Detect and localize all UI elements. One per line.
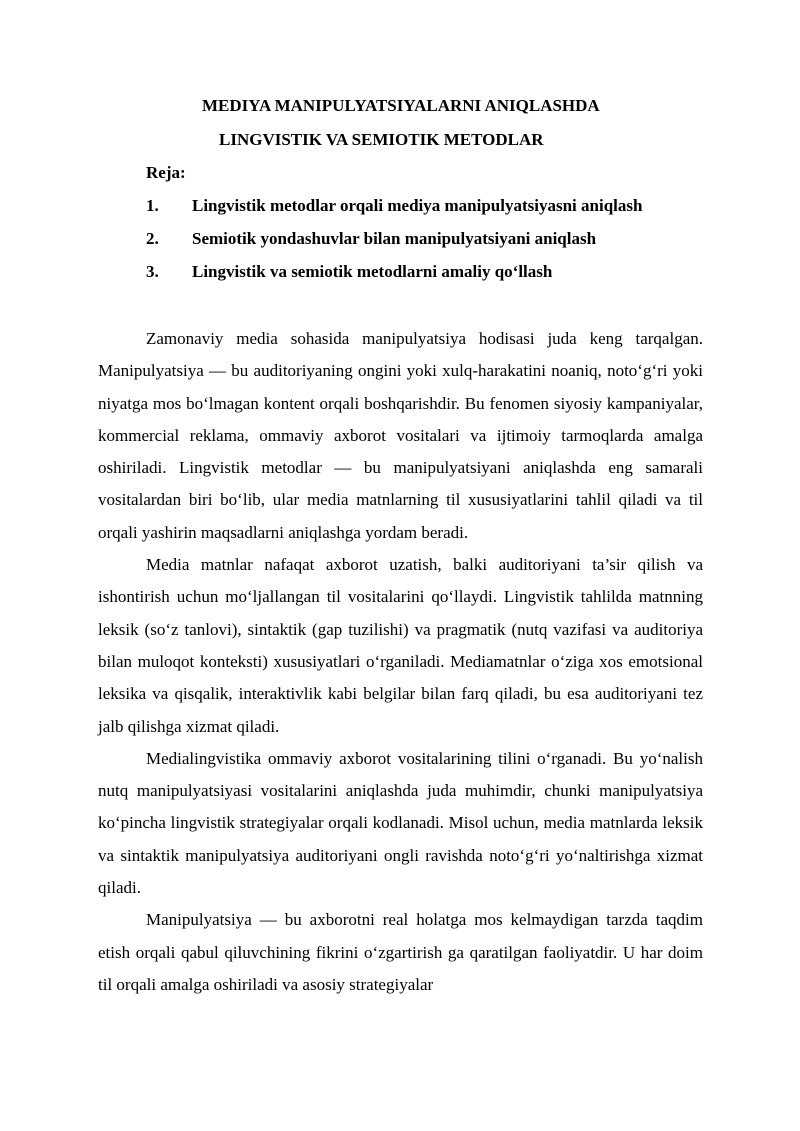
plan-item bbox=[146, 262, 552, 282]
plan-item-number: 1. bbox=[146, 196, 159, 215]
plan-item-text: Lingvistik va semiotik metodlarni amaliy qo‘llash bbox=[192, 262, 553, 281]
plan-heading: Reja: bbox=[146, 163, 186, 182]
document-title-line-2: LINGVISTIK VA SEMIOTIK METODLAR bbox=[219, 130, 544, 149]
plan-item-text: Semiotik yondashuvlar bilan manipulyatsiyani aniqlash bbox=[192, 229, 597, 248]
body-paragraph: Manipulyatsiya — bu axborotni real holatga mos kelmaydigan tarzda taqdim etish orqali qabul qiluvchining fikrini o‘zgartirish ga qaratilgan faoliyatdir. U har doim til orqali amalga oshiriladi va asosiy strategiyalar bbox=[98, 910, 703, 994]
plan-item-number: 3. bbox=[146, 262, 159, 281]
body-paragraph: Zamonaviy media sohasida manipulyatsiya hodisasi juda keng tarqalgan. Manipulyatsiya — bu auditoriyaning ongini yoki xulq-harakatini noaniq, noto‘g‘ri yoki niyatga mos bo‘lmagan kontent orqali boshqarishdir. Bu fenomen siyosiy kampaniyalar, kommercial reklama, ommaviy axborot vositalari va ijtimoiy tarmoqlarda amalga oshiriladi. Lingvistik metodlar — bu manipulyatsiyani aniqlashda eng samarali vositalardan biri bo‘lib, ular media matnlarning til xususiyatlarini tahlil qiladi va til orqali yashirin maqsadlarni aniqlashga yordam beradi. bbox=[98, 329, 703, 542]
body-paragraph: Media matnlar nafaqat axborot uzatish, balki auditoriyani ta’sir qilish va ishontirish uchun mo‘ljallangan til vositalarini qo‘llaydi. Lingvistik tahlilda matnning leksik (so‘z tanlovi), sintaktik (gap tuzilishi) va pragmatik (nutq vazifasi va auditoriya bilan muloqot konteksti) xususiyatlari o‘rganiladi. Mediamatnlar o‘ziga xos emotsional leksika va qisqalik, interaktivlik kabi belgilar bilan farq qiladi, bu esa auditoriyani tez jalb qilishga xizmat qiladi. bbox=[98, 555, 703, 736]
body-paragraph: Medialingvistika ommaviy axborot vositalarining tilini o‘rganadi. Bu yo‘nalish nutq manipulyatsiyasi vositalarini aniqlashda juda muhimdir, chunki manipulyatsiya ko‘pincha lingvistik strategiyalar orqali kodlanadi. Misol uchun, media matnlarda leksik va sintaktik manipulyatsiya auditoriyani ongli ravishda noto‘g‘ri yo‘naltirishga xizmat qiladi. bbox=[98, 748, 703, 898]
document-body bbox=[98, 323, 703, 1001]
plan-item bbox=[146, 196, 642, 216]
document-title-line-1: MEDIYA MANIPULYATSIYALARNI ANIQLASHDA bbox=[202, 96, 600, 115]
plan-item-text: Lingvistik metodlar orqali mediya manipulyatsiyasni aniqlash bbox=[192, 196, 643, 215]
plan-item bbox=[146, 229, 596, 249]
plan-item-number: 2. bbox=[146, 229, 159, 248]
